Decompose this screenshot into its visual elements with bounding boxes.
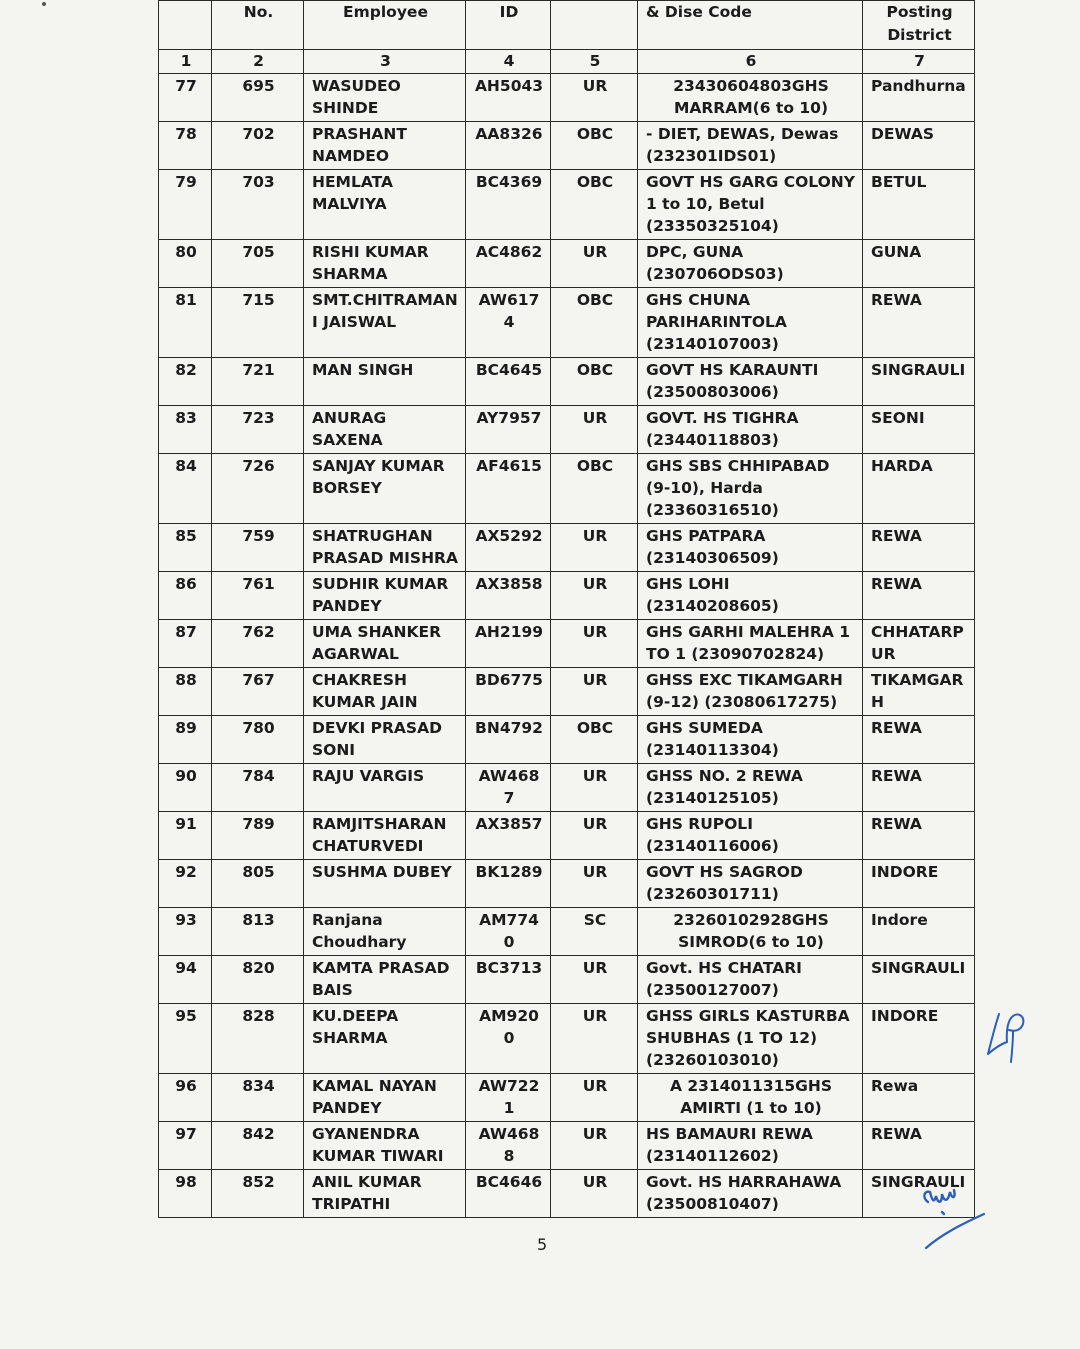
cell-number: 767: [212, 668, 304, 716]
table-row: [159, 1074, 975, 1122]
column-number-row: [159, 50, 975, 74]
cell-id: AX5292: [466, 524, 551, 572]
cell-category: UR: [551, 74, 638, 122]
cell-employee: ANURAG SAXENA: [304, 406, 466, 454]
cell-id: AW6174: [466, 288, 551, 358]
cell-category: OBC: [551, 454, 638, 524]
table-row: [159, 812, 975, 860]
cell-number: 834: [212, 1074, 304, 1122]
cell-category: UR: [551, 1170, 638, 1218]
cell-employee: UMA SHANKER AGARWAL: [304, 620, 466, 668]
cell-id: BC3713: [466, 956, 551, 1004]
column-number: 6: [638, 50, 863, 74]
cell-category: OBC: [551, 122, 638, 170]
table-row: [159, 572, 975, 620]
table-row: [159, 908, 975, 956]
cell-id: AY7957: [466, 406, 551, 454]
cell-employee: RAMJITSHARAN CHATURVEDI: [304, 812, 466, 860]
column-number: 7: [863, 50, 975, 74]
cell-posting-district: REWA: [863, 524, 975, 572]
cell-school-dise: GHS SBS CHHIPABAD (9-10), Harda (23360316510): [638, 454, 863, 524]
cell-posting-district: INDORE: [863, 860, 975, 908]
cell-category: UR: [551, 668, 638, 716]
table-row: [159, 860, 975, 908]
cell-id: AA8326: [466, 122, 551, 170]
cell-id: AX3857: [466, 812, 551, 860]
cell-id: AF4615: [466, 454, 551, 524]
cell-id: BC4646: [466, 1170, 551, 1218]
cell-employee: ANIL KUMAR TRIPATHI: [304, 1170, 466, 1218]
cell-posting-district: REWA: [863, 812, 975, 860]
page-number: 5: [537, 1235, 548, 1254]
cell-school-dise: GHS CHUNA PARIHARINTOLA (23140107003): [638, 288, 863, 358]
cell-employee: SUDHIR KUMAR PANDEY: [304, 572, 466, 620]
table-row: [159, 620, 975, 668]
cell-number: 759: [212, 524, 304, 572]
cell-number: 762: [212, 620, 304, 668]
cell-school-dise: GHS LOHI (23140208605): [638, 572, 863, 620]
cell-serial: 82: [159, 358, 212, 406]
header-cell: & Dise Code: [638, 1, 863, 50]
cell-id: BK1289: [466, 860, 551, 908]
cell-posting-district: SEONI: [863, 406, 975, 454]
cell-serial: 92: [159, 860, 212, 908]
cell-serial: 86: [159, 572, 212, 620]
cell-school-dise: GOVT HS SAGROD (23260301711): [638, 860, 863, 908]
cell-category: OBC: [551, 288, 638, 358]
table-row: [159, 170, 975, 240]
cell-serial: 90: [159, 764, 212, 812]
cell-serial: 83: [159, 406, 212, 454]
cell-employee: GYANENDRA KUMAR TIWARI: [304, 1122, 466, 1170]
cell-number: 723: [212, 406, 304, 454]
cell-school-dise: DPC, GUNA (230706ODS03): [638, 240, 863, 288]
table-row: [159, 240, 975, 288]
table-row: [159, 764, 975, 812]
cell-school-dise: A 2314011315GHS AMIRTI (1 to 10): [638, 1074, 863, 1122]
table-row: [159, 716, 975, 764]
cell-serial: 85: [159, 524, 212, 572]
table-row: [159, 1004, 975, 1074]
cell-category: UR: [551, 860, 638, 908]
cell-number: 761: [212, 572, 304, 620]
cell-posting-district: HARDA: [863, 454, 975, 524]
cell-school-dise: GHS RUPOLI (23140116006): [638, 812, 863, 860]
cell-id: AH5043: [466, 74, 551, 122]
cell-posting-district: REWA: [863, 764, 975, 812]
cell-category: UR: [551, 1074, 638, 1122]
document-sheet: [158, 0, 974, 1218]
cell-employee: CHAKRESH KUMAR JAIN: [304, 668, 466, 716]
header-row: [159, 1, 975, 50]
cell-number: 828: [212, 1004, 304, 1074]
cell-school-dise: Govt. HS CHATARI (23500127007): [638, 956, 863, 1004]
cell-number: 805: [212, 860, 304, 908]
cell-employee: KAMAL NAYAN PANDEY: [304, 1074, 466, 1122]
table-row: [159, 956, 975, 1004]
cell-number: 695: [212, 74, 304, 122]
column-number: 5: [551, 50, 638, 74]
cell-posting-district: BETUL: [863, 170, 975, 240]
cell-school-dise: GHSS EXC TIKAMGARH (9-12) (23080617275): [638, 668, 863, 716]
cell-serial: 94: [159, 956, 212, 1004]
cell-category: UR: [551, 240, 638, 288]
handwritten-signature-bottom: [918, 1182, 990, 1254]
cell-school-dise: GHS SUMEDA (23140113304): [638, 716, 863, 764]
cell-posting-district: SINGRAULI: [863, 1170, 975, 1218]
cell-number: 721: [212, 358, 304, 406]
cell-serial: 78: [159, 122, 212, 170]
cell-posting-district: GUNA: [863, 240, 975, 288]
cell-serial: 91: [159, 812, 212, 860]
cell-school-dise: GHSS GIRLS KASTURBA SHUBHAS (1 TO 12) (23260103010): [638, 1004, 863, 1074]
cell-id: BN4792: [466, 716, 551, 764]
cell-serial: 96: [159, 1074, 212, 1122]
cell-posting-district: SINGRAULI: [863, 956, 975, 1004]
cell-posting-district: REWA: [863, 716, 975, 764]
header-cell: Posting District: [863, 1, 975, 50]
header-cell: No.: [212, 1, 304, 50]
cell-serial: 93: [159, 908, 212, 956]
cell-employee: RAJU VARGIS: [304, 764, 466, 812]
cell-school-dise: GHS GARHI MALEHRA 1 TO 1 (23090702824): [638, 620, 863, 668]
employee-posting-table: [158, 0, 975, 1218]
cell-id: AH2199: [466, 620, 551, 668]
cell-posting-district: Indore: [863, 908, 975, 956]
cell-employee: DEVKI PRASAD SONI: [304, 716, 466, 764]
cell-serial: 87: [159, 620, 212, 668]
cell-category: UR: [551, 812, 638, 860]
cell-school-dise: GOVT. HS TIGHRA (23440118803): [638, 406, 863, 454]
cell-employee: Ranjana Choudhary: [304, 908, 466, 956]
table-row: [159, 122, 975, 170]
header-cell: ID: [466, 1, 551, 50]
table-row: [159, 524, 975, 572]
cell-number: 726: [212, 454, 304, 524]
cell-number: 852: [212, 1170, 304, 1218]
cell-posting-district: Pandhurna: [863, 74, 975, 122]
cell-school-dise: 23430604803GHS MARRAM(6 to 10): [638, 74, 863, 122]
cell-posting-district: DEWAS: [863, 122, 975, 170]
cell-number: 715: [212, 288, 304, 358]
cell-number: 702: [212, 122, 304, 170]
cell-id: AM9200: [466, 1004, 551, 1074]
cell-posting-district: CHHATARP UR: [863, 620, 975, 668]
cell-employee: SHATRUGHAN PRASAD MISHRA: [304, 524, 466, 572]
cell-number: 813: [212, 908, 304, 956]
cell-posting-district: TIKAMGAR H: [863, 668, 975, 716]
table-body: [159, 74, 975, 1218]
cell-posting-district: REWA: [863, 572, 975, 620]
table-row: [159, 454, 975, 524]
column-number: 1: [159, 50, 212, 74]
cell-category: UR: [551, 620, 638, 668]
cell-number: 703: [212, 170, 304, 240]
cell-posting-district: Rewa: [863, 1074, 975, 1122]
cell-school-dise: GHS PATPARA (23140306509): [638, 524, 863, 572]
cell-category: UR: [551, 1004, 638, 1074]
cell-school-dise: 23260102928GHS SIMROD(6 to 10): [638, 908, 863, 956]
cell-posting-district: INDORE: [863, 1004, 975, 1074]
column-number: 2: [212, 50, 304, 74]
speck: [42, 2, 46, 6]
cell-employee: PRASHANT NAMDEO: [304, 122, 466, 170]
cell-serial: 98: [159, 1170, 212, 1218]
cell-number: 842: [212, 1122, 304, 1170]
table-row: [159, 358, 975, 406]
cell-employee: MAN SINGH: [304, 358, 466, 406]
table-row: [159, 1170, 975, 1218]
column-number: 3: [304, 50, 466, 74]
cell-employee: KAMTA PRASAD BAIS: [304, 956, 466, 1004]
cell-serial: 95: [159, 1004, 212, 1074]
cell-school-dise: GOVT HS KARAUNTI (23500803006): [638, 358, 863, 406]
cell-employee: KU.DEEPA SHARMA: [304, 1004, 466, 1074]
cell-serial: 88: [159, 668, 212, 716]
cell-posting-district: REWA: [863, 1122, 975, 1170]
cell-number: 705: [212, 240, 304, 288]
cell-employee: SANJAY KUMAR BORSEY: [304, 454, 466, 524]
cell-id: BD6775: [466, 668, 551, 716]
cell-category: UR: [551, 1122, 638, 1170]
cell-employee: WASUDEO SHINDE: [304, 74, 466, 122]
cell-school-dise: - DIET, DEWAS, Dewas (232301IDS01): [638, 122, 863, 170]
cell-posting-district: REWA: [863, 288, 975, 358]
table-row: [159, 74, 975, 122]
cell-number: 820: [212, 956, 304, 1004]
table-row: [159, 406, 975, 454]
header-cell: [159, 1, 212, 50]
cell-school-dise: GOVT HS GARG COLONY 1 to 10, Betul (23350325104): [638, 170, 863, 240]
table-row: [159, 288, 975, 358]
cell-id: BC4645: [466, 358, 551, 406]
cell-id: BC4369: [466, 170, 551, 240]
cell-serial: 77: [159, 74, 212, 122]
header-cell: [551, 1, 638, 50]
cell-posting-district: SINGRAULI: [863, 358, 975, 406]
table-row: [159, 1122, 975, 1170]
cell-category: UR: [551, 956, 638, 1004]
cell-school-dise: GHSS NO. 2 REWA (23140125105): [638, 764, 863, 812]
cell-number: 784: [212, 764, 304, 812]
cell-employee: RISHI KUMAR SHARMA: [304, 240, 466, 288]
cell-school-dise: Govt. HS HARRAHAWA (23500810407): [638, 1170, 863, 1218]
cell-number: 789: [212, 812, 304, 860]
cell-employee: SMT.CHITRAMANI JAISWAL: [304, 288, 466, 358]
cell-category: OBC: [551, 358, 638, 406]
cell-category: OBC: [551, 716, 638, 764]
cell-employee: SUSHMA DUBEY: [304, 860, 466, 908]
cell-school-dise: HS BAMAURI REWA (23140112602): [638, 1122, 863, 1170]
cell-serial: 97: [159, 1122, 212, 1170]
cell-category: UR: [551, 764, 638, 812]
cell-serial: 80: [159, 240, 212, 288]
cell-serial: 84: [159, 454, 212, 524]
cell-id: AW4687: [466, 764, 551, 812]
cell-id: AW7221: [466, 1074, 551, 1122]
cell-category: UR: [551, 572, 638, 620]
cell-id: AM7740: [466, 908, 551, 956]
column-number: 4: [466, 50, 551, 74]
cell-number: 780: [212, 716, 304, 764]
cell-category: UR: [551, 406, 638, 454]
cell-category: UR: [551, 524, 638, 572]
cell-id: AW4688: [466, 1122, 551, 1170]
cell-serial: 79: [159, 170, 212, 240]
cell-category: OBC: [551, 170, 638, 240]
handwritten-initials-right: [985, 1008, 1035, 1066]
cell-id: AC4862: [466, 240, 551, 288]
header-cell: Employee: [304, 1, 466, 50]
cell-serial: 81: [159, 288, 212, 358]
cell-employee: HEMLATA MALVIYA: [304, 170, 466, 240]
cell-id: AX3858: [466, 572, 551, 620]
table-row: [159, 668, 975, 716]
cell-serial: 89: [159, 716, 212, 764]
cell-category: SC: [551, 908, 638, 956]
